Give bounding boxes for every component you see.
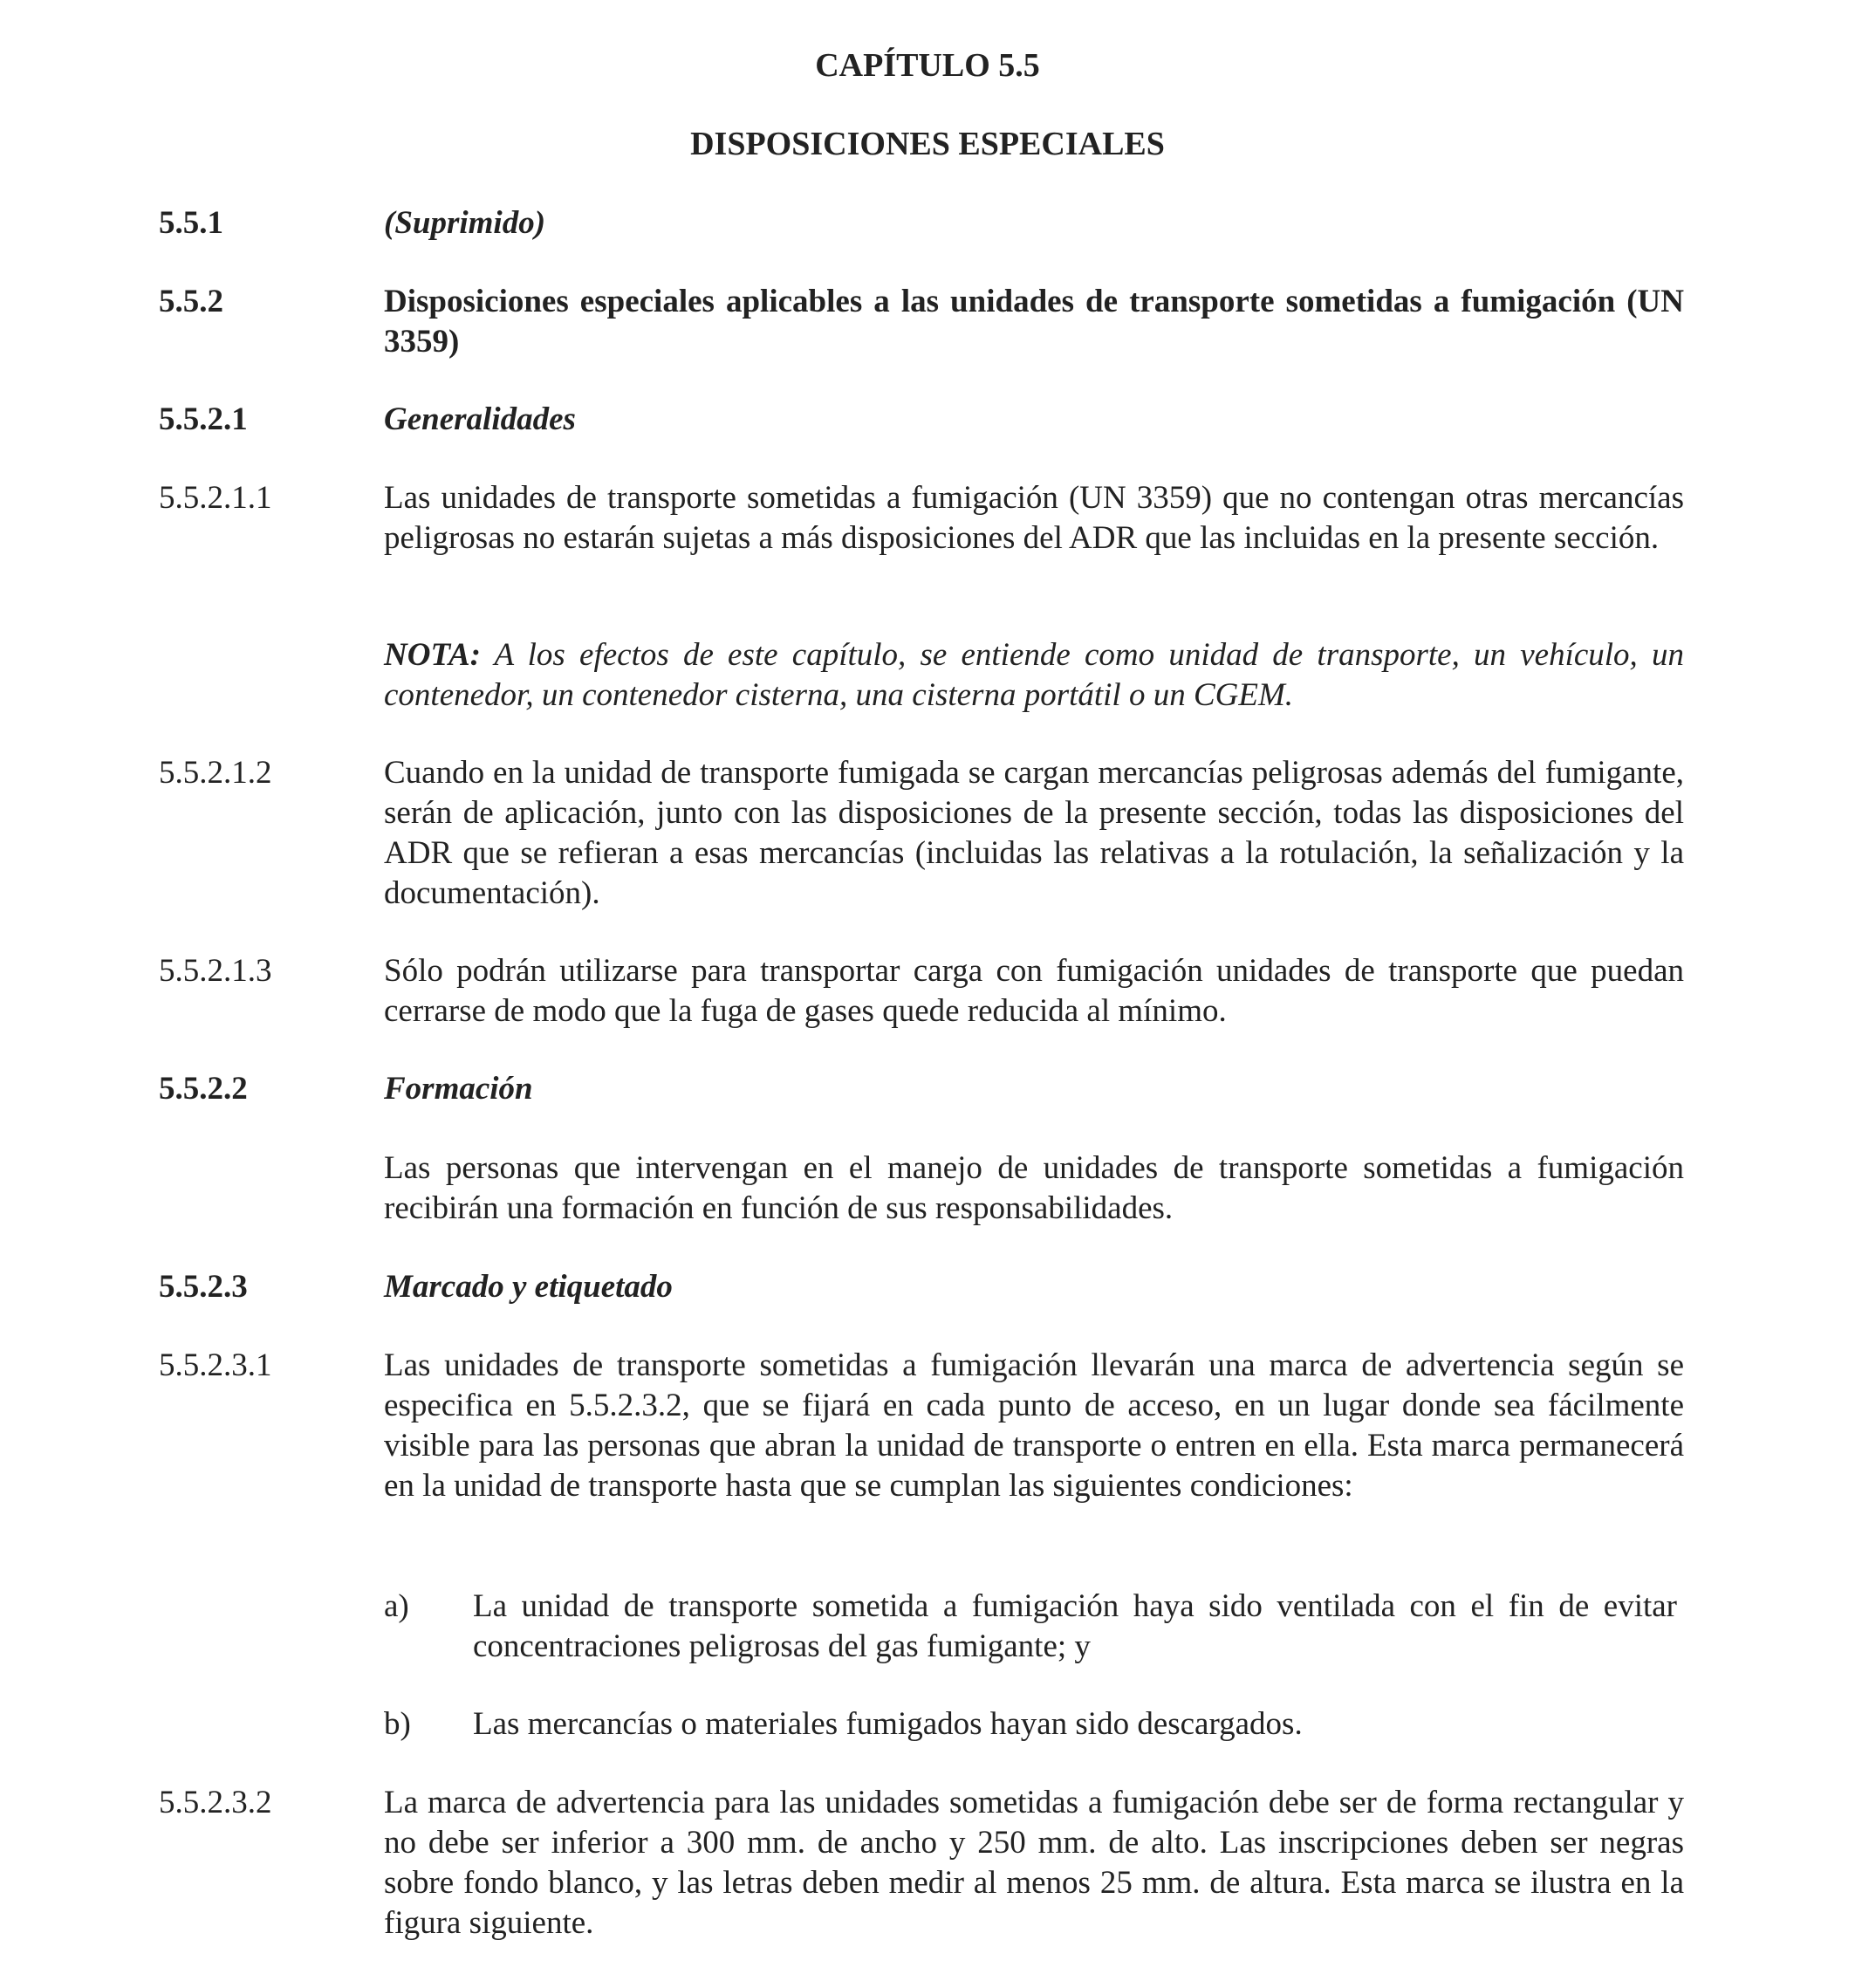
section-number: 5.5.2 (159, 284, 223, 319)
paragraph-number: 5.5.2.3.1 (159, 1347, 272, 1383)
paragraph-text: La marca de advertencia para las unidades sometidas a fumigación debe ser de forma rectangular y no debe ser inferior a 300 mm. de ancho y 250 mm. de alto. Las inscripciones deben ser negras sobre fondo blanco, y las letras deben medir al menos 25 mm. de altura. Esta marca se ilustra en la figura siguiente. (384, 1785, 1684, 1941)
section-number: 5.5.2.2 (159, 1071, 248, 1107)
paragraph-number: 5.5.2.3.2 (159, 1785, 272, 1820)
section-number: 5.5.2.3 (159, 1269, 248, 1305)
section-title: Marcado y etiquetado (384, 1269, 673, 1305)
paragraph-text: Las personas que intervengan en el manejo de unidades de transporte sometidas a fumigación recibirán una formación en función de sus responsabilidades. (384, 1150, 1684, 1226)
paragraph-text: Las unidades de transporte sometidas a fumigación (UN 3359) que no contengan otras mercancías peligrosas no estarán sujetas a más disposiciones del ADR que las incluidas en la presente sección. (384, 480, 1684, 556)
paragraph-text: Sólo podrán utilizarse para transportar carga con fumigación unidades de transporte que puedan cerrarse de modo que la fuga de gases quede reducida al mínimo. (384, 953, 1684, 1029)
note-label: NOTA: (384, 637, 481, 673)
paragraph-number: 5.5.2.1.2 (159, 755, 272, 791)
section-number: 5.5.1 (159, 205, 223, 241)
list-item-letter: b) (384, 1706, 411, 1742)
paragraph-number: 5.5.2.1.3 (159, 953, 272, 989)
section-title: Generalidades (384, 401, 576, 437)
paragraph-text: Cuando en la unidad de transporte fumigada se cargan mercancías peligrosas además del fumigante, serán de aplicación, junto con las disposiciones de la presente sección, todas las disposiciones del ADR que se refieran a esas mercancías (incluidas las relativas a la rotulación, la señalización y la documentación). (384, 755, 1684, 911)
section-title: Disposiciones especiales aplicables a las unidades de transporte sometidas a fumigación (UN 3359) (384, 284, 1684, 360)
list-item-letter: a) (384, 1588, 409, 1624)
section-title: (Suprimido) (384, 205, 546, 241)
section-number: 5.5.2.1 (159, 401, 248, 437)
list-item-text: Las mercancías o materiales fumigados hayan sido descargados. (473, 1706, 1303, 1742)
list-item-text: La unidad de transporte sometida a fumigación haya sido ventilada con el fin de evitar concentraciones peligrosas del gas fumigante; y (473, 1588, 1677, 1664)
note-text: A los efectos de este capítulo, se entiende como unidad de transporte, un vehículo, un contenedor, un contenedor cisterna, una cisterna portátil o un CGEM. (384, 637, 1684, 713)
paragraph-number: 5.5.2.1.1 (159, 480, 272, 516)
chapter-title: CAPÍTULO 5.5 (815, 47, 1040, 84)
section-title: Formación (384, 1071, 533, 1107)
chapter-heading: DISPOSICIONES ESPECIALES (690, 126, 1165, 162)
paragraph-text: Las unidades de transporte sometidas a fumigación llevarán una marca de advertencia según se especifica en 5.5.2.3.2, que se fijará en cada punto de acceso, en un lugar donde sea fácilmente visible para las personas que abran la unidad de transporte o entren en ella. Esta marca permanecerá en la unidad de transporte hasta que se cumplan las siguientes condiciones: (384, 1347, 1684, 1504)
